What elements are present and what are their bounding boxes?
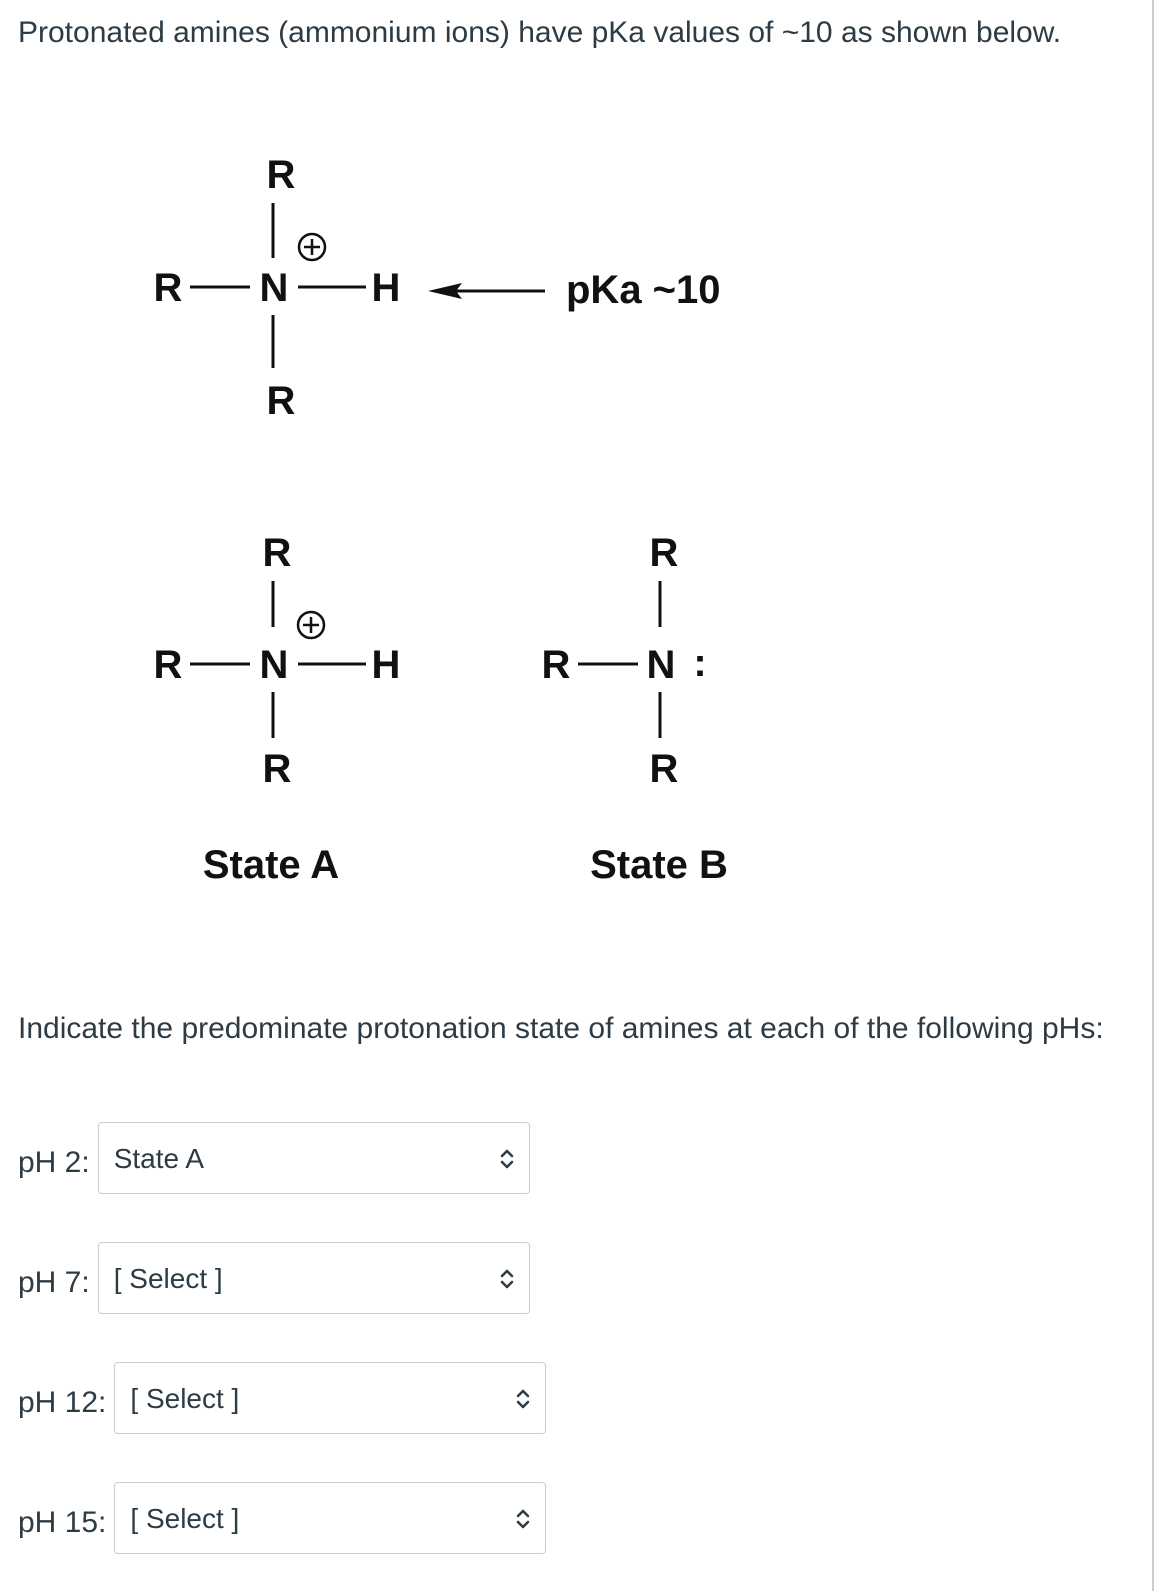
state-b-r-upper: R — [649, 531, 679, 575]
state-b-n: N — [646, 643, 676, 687]
state-a-n: N — [259, 643, 289, 687]
state-b-structure — [542, 531, 728, 887]
state-a-plus-charge — [298, 612, 324, 638]
top-r-upper: R — [266, 153, 296, 197]
state-a-h: H — [371, 643, 401, 687]
answer-select-ph12[interactable] — [114, 1362, 546, 1434]
intro-text: Protonated amines (ammonium ions) have pKa values of ~10 as shown below. — [18, 16, 1062, 49]
ammonium-structure-top — [154, 153, 721, 423]
select-value-ph12: [ Select ] — [130, 1383, 240, 1414]
pka-arrow-head — [428, 283, 462, 299]
top-n: N — [259, 266, 289, 310]
question-row-ph12 — [18, 1361, 546, 1435]
question-label-ph12: pH 12: — [18, 1386, 107, 1419]
top-r-left: R — [153, 266, 183, 310]
answer-select-ph2[interactable] — [98, 1122, 530, 1194]
select-value-ph2: State A — [113, 1143, 205, 1174]
content-right-border — [1152, 0, 1154, 1591]
state-b-r-lower: R — [649, 747, 679, 791]
answer-select-ph15[interactable] — [114, 1482, 546, 1554]
question-row-ph15 — [18, 1481, 546, 1555]
question-label-ph15: pH 15: — [18, 1506, 107, 1539]
question-label-ph2: pH 2: — [18, 1146, 90, 1179]
state-a-structure — [154, 531, 401, 887]
chevron-up-down-icon — [515, 1505, 531, 1533]
select-value-ph15: [ Select ] — [130, 1503, 240, 1534]
answer-select-ph7[interactable] — [98, 1242, 530, 1314]
question-prompt: Indicate the predominate protonation state of amines at each of the following pHs: — [18, 1012, 1104, 1045]
state-b-r-left: R — [541, 643, 571, 687]
question-row-ph7 — [18, 1241, 530, 1315]
question-label-ph7: pH 7: — [18, 1266, 90, 1299]
select-value-ph7: [ Select ] — [113, 1263, 223, 1294]
question-row-ph2 — [18, 1121, 530, 1195]
state-a-r-lower: R — [262, 747, 292, 791]
pka-label: pKa ~10 — [566, 268, 721, 312]
chevron-up-down-icon — [499, 1145, 515, 1173]
state-b-lone-pair: : — [693, 641, 707, 685]
chevron-up-down-icon — [515, 1385, 531, 1413]
state-b-label: State B — [590, 843, 728, 887]
top-plus-charge — [299, 234, 325, 260]
top-r-lower: R — [266, 379, 296, 423]
chevron-up-down-icon — [499, 1265, 515, 1293]
state-a-r-upper: R — [262, 531, 292, 575]
state-a-label: State A — [202, 843, 340, 887]
top-h: H — [371, 266, 401, 310]
state-a-r-left: R — [153, 643, 183, 687]
